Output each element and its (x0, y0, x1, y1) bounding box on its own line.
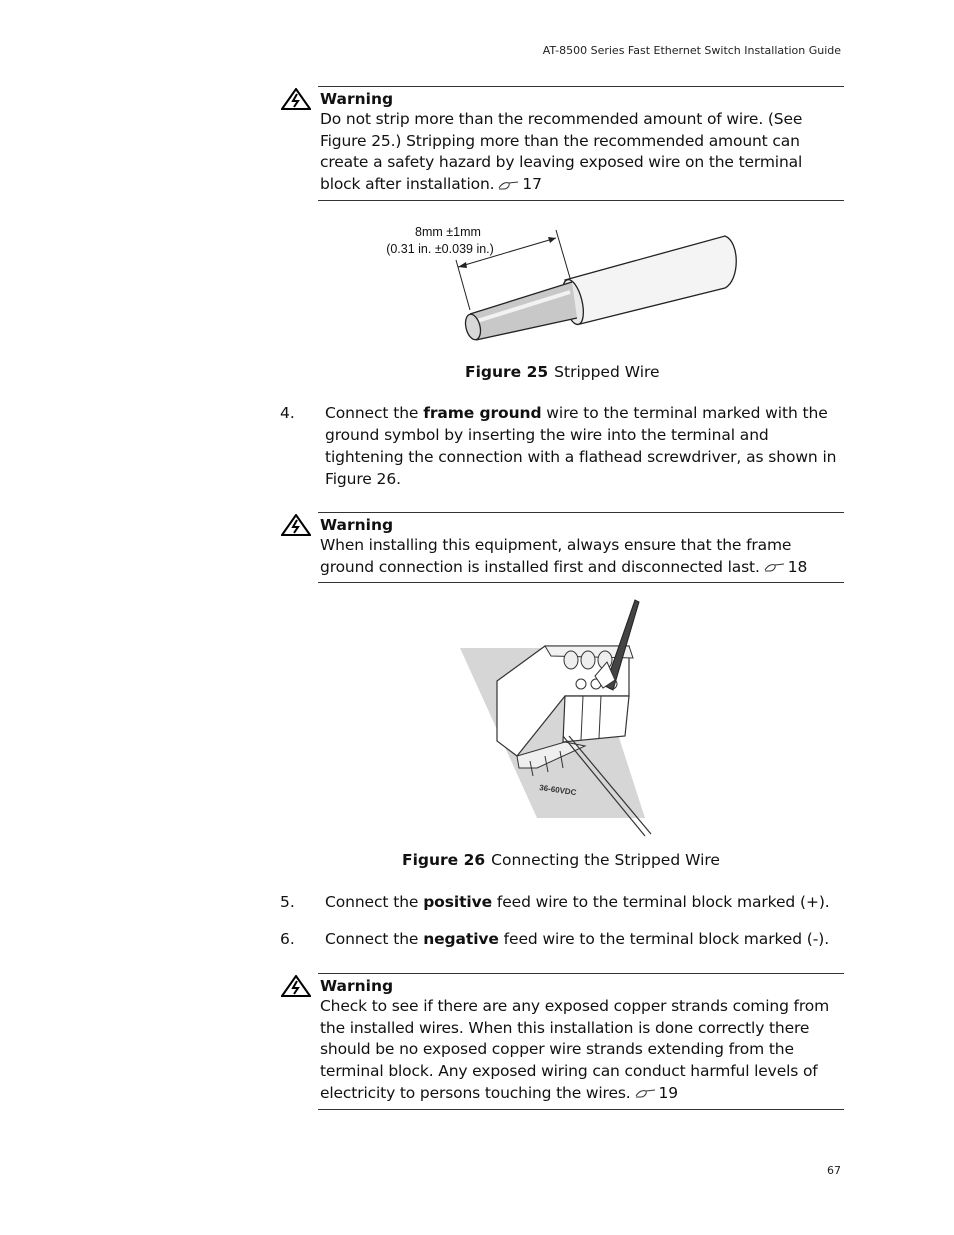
dimension-line-2: (0.31 in. ±0.039 in.) (386, 242, 494, 256)
dimension-line-1: 8mm ±1mm (415, 225, 481, 239)
electrical-hazard-icon (281, 514, 311, 536)
page-number: 67 (827, 1164, 841, 1177)
warning-title: Warning (320, 977, 394, 995)
voltage-label: 36-60VDC (538, 783, 577, 798)
figure-caption: Figure 25 Stripped Wire (465, 363, 660, 381)
warning-text: Do not strip more than the recommended amount of wire. (See Figure 25.) Stripping more than the recommended amount can create a safety hazard by leaving exposed wire on the terminal block after installation. 17 (320, 110, 803, 194)
hand-pointer-icon (498, 179, 520, 191)
warning-title: Warning (320, 516, 394, 534)
warning-title: Warning (320, 90, 394, 108)
warning-text: When installing this equipment, always ensure that the frame ground connection is installed first and disconnected last. 18 (320, 536, 808, 576)
running-header: AT-8500 Series Fast Ethernet Switch Installation Guide (542, 44, 841, 57)
electrical-hazard-icon (281, 975, 311, 997)
warning-box (318, 512, 844, 583)
electrical-hazard-icon (281, 88, 311, 110)
warning-text: Check to see if there are any exposed copper strands coming from the installed wires. When this installation is done correctly there should be no exposed copper wire strands extending from the terminal block. Any exposed wiring can conduct harmful levels of electricity to persons touching the wires. 19 (320, 997, 830, 1102)
stripped-wire-figure (380, 218, 760, 348)
terminal-block-figure (455, 596, 655, 841)
hand-pointer-icon (764, 561, 786, 573)
hand-pointer-icon (635, 1087, 657, 1099)
warning-box (318, 86, 844, 201)
warning-box (318, 973, 844, 1110)
figure-caption: Figure 26 Connecting the Stripped Wire (402, 851, 720, 869)
